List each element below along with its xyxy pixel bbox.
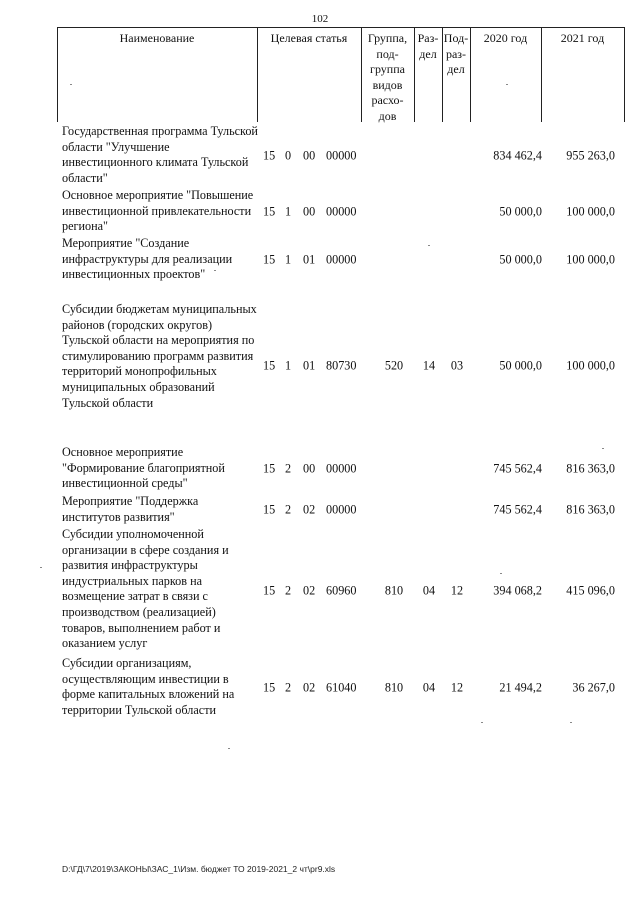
amount-2021: 816 363,0 xyxy=(566,502,615,517)
code-direction: 00000 xyxy=(326,461,357,476)
header-podrazdel-line: раз- xyxy=(445,46,467,61)
amount-2021: 955 263,0 xyxy=(566,148,615,163)
scan-speck xyxy=(570,722,572,723)
code-program: 15 xyxy=(263,680,276,695)
code-program: 15 xyxy=(263,461,276,476)
code-subprogram: 2 xyxy=(285,461,292,476)
code-direction: 61040 xyxy=(326,680,357,695)
code-direction: 00000 xyxy=(326,502,357,517)
row-name: Субсидии организациям, осуществляющим инвестиции в форме капитальных вложений на территории Тульской области xyxy=(62,656,235,717)
header-razdel-line: дел xyxy=(419,46,437,61)
razdel: 14 xyxy=(422,358,436,372)
amount-2020: 50 000,0 xyxy=(499,358,542,372)
amount-2020: 834 462,4 xyxy=(493,148,542,163)
code-subprogram: 2 xyxy=(285,583,292,598)
code-subprogram: 1 xyxy=(285,252,292,267)
row-name: Основное мероприятие "Повышение инвестиционной привлекательности региона" xyxy=(62,188,254,234)
header-razdel-line: Раз- xyxy=(417,31,439,45)
header-group xyxy=(361,31,414,124)
footer-file-path: D:\ГД\7\2019\ЗАКОНЫ\ЗАС_1\Изм. бюджет ТО 2019-2021_2 чт\pr9.xls xyxy=(62,864,336,874)
header-target: Целевая статья xyxy=(270,31,348,45)
table-row xyxy=(0,494,640,526)
scan-speck xyxy=(70,84,72,85)
header-year-2021: 2021 год xyxy=(560,31,605,45)
header-podrazdel-line: дел xyxy=(447,62,465,76)
expense-group: 810 xyxy=(384,583,404,598)
scan-speck xyxy=(602,448,604,449)
row-name: Субсидии бюджетам муниципальных районов (городских округов) Тульской области на мероприятия по стимулированию программ развития территорий монопрофильных муниципальных образований Тульской области xyxy=(62,302,257,410)
expense-group: 810 xyxy=(384,680,404,695)
header-name: Наименование xyxy=(119,31,195,45)
code-program: 15 xyxy=(263,204,276,219)
amount-2020: 745 562,4 xyxy=(493,461,542,476)
header-year-2020: 2020 год xyxy=(483,31,528,45)
row-name: Мероприятие "Создание инфраструктуры для реализации инвестиционных проектов" xyxy=(62,236,233,282)
code-program: 15 xyxy=(263,148,276,163)
code-program: 15 xyxy=(263,583,276,598)
amount-2021: 816 363,0 xyxy=(566,461,615,476)
amount-2020: 745 562,4 xyxy=(493,502,542,517)
podrazdel: 03 xyxy=(450,358,464,372)
row-name: Основное мероприятие "Формирование благоприятной инвестиционной среды" xyxy=(62,445,225,491)
header-top-border xyxy=(57,27,625,28)
code-program: 15 xyxy=(263,358,276,372)
header-group-line: под- xyxy=(376,46,399,61)
scan-speck xyxy=(500,573,502,574)
table-row xyxy=(0,124,640,188)
code-main-activity: 02 xyxy=(303,583,316,598)
table-row xyxy=(0,656,640,720)
code-direction: 80730 xyxy=(326,358,357,372)
code-subprogram: 2 xyxy=(285,680,292,695)
code-subprogram: 2 xyxy=(285,502,292,517)
code-main-activity: 01 xyxy=(303,252,316,267)
amount-2020: 50 000,0 xyxy=(499,204,542,219)
code-main-activity: 00 xyxy=(303,204,316,219)
header-group-line: дов xyxy=(378,108,397,123)
amount-2020: 50 000,0 xyxy=(499,252,542,267)
row-name: Мероприятие "Поддержка институтов развития" xyxy=(62,494,199,524)
amount-2020: 21 494,2 xyxy=(499,680,542,695)
code-direction: 00000 xyxy=(326,204,357,219)
code-program: 15 xyxy=(263,252,276,267)
table-row xyxy=(0,445,640,493)
row-name: Субсидии уполномоченной организации в сфере создания и развития инфраструктуры индустриальных парков на возмещение затрат в связи с производством (реализацией) товаров, выполнением работ и оказанием услуг xyxy=(62,527,229,651)
scan-speck xyxy=(228,748,230,749)
header-group-line: Группа, xyxy=(367,31,408,45)
amount-2021: 100 000,0 xyxy=(566,252,615,267)
amount-2021: 100 000,0 xyxy=(566,358,615,372)
code-main-activity: 00 xyxy=(303,461,316,476)
header-group-line: расхо- xyxy=(371,93,404,107)
page-number: 102 xyxy=(311,13,329,25)
header-group-line: группа xyxy=(370,62,405,76)
code-direction: 00000 xyxy=(326,148,357,163)
code-main-activity: 02 xyxy=(303,680,316,695)
header-podrazdel-line: Под- xyxy=(443,31,469,45)
header-group-line: видов xyxy=(372,77,403,92)
code-subprogram: 0 xyxy=(285,148,292,163)
scan-speck xyxy=(481,722,483,723)
podrazdel: 12 xyxy=(450,680,464,695)
table-row xyxy=(0,527,640,655)
scan-speck xyxy=(214,270,216,271)
code-main-activity: 02 xyxy=(303,502,316,517)
razdel: 04 xyxy=(422,583,436,598)
razdel: 04 xyxy=(422,680,436,695)
code-main-activity: 01 xyxy=(303,358,316,372)
code-direction: 60960 xyxy=(326,583,357,598)
table-row xyxy=(0,188,640,236)
scan-speck xyxy=(40,567,42,568)
code-program: 15 xyxy=(263,502,276,517)
table-row xyxy=(0,236,640,284)
amount-2021: 100 000,0 xyxy=(566,204,615,219)
header-divider xyxy=(624,27,625,122)
code-subprogram: 1 xyxy=(285,204,292,219)
table-row xyxy=(0,302,640,429)
row-name: Государственная программа Тульской области "Улучшение инвестиционного климата Тульской области" xyxy=(62,124,258,185)
code-subprogram: 1 xyxy=(285,358,292,372)
header-podrazdel xyxy=(442,31,470,78)
header-razdel xyxy=(414,31,442,62)
amount-2021: 415 096,0 xyxy=(566,583,615,598)
scan-speck xyxy=(428,245,430,246)
expense-group: 520 xyxy=(384,358,404,372)
code-main-activity: 00 xyxy=(303,148,316,163)
code-direction: 00000 xyxy=(326,252,357,267)
podrazdel: 12 xyxy=(450,583,464,598)
amount-2020: 394 068,2 xyxy=(493,583,542,598)
amount-2021: 36 267,0 xyxy=(572,680,615,695)
scan-speck xyxy=(506,84,508,85)
